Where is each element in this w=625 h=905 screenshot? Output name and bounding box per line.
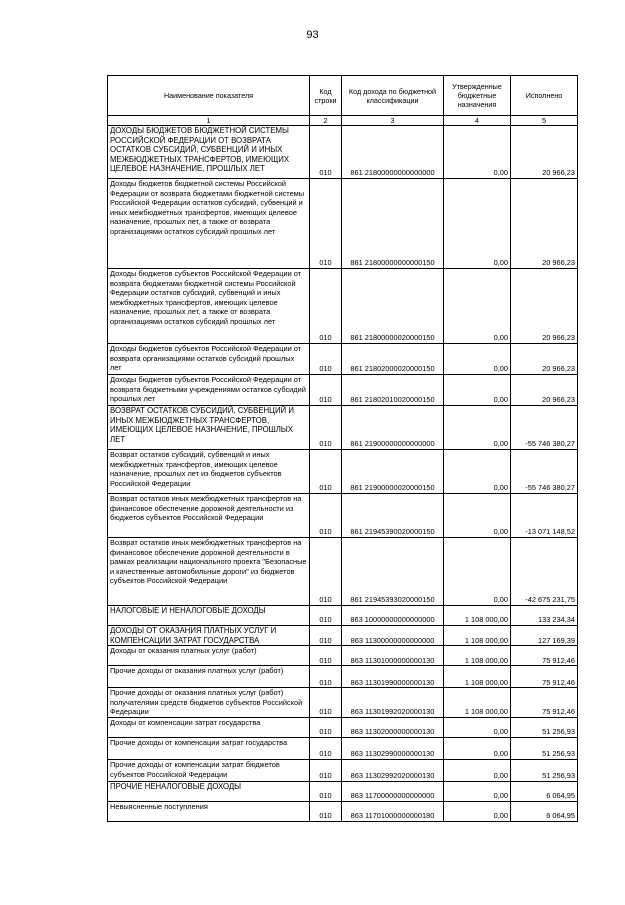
row-executed: 127 169,39 (511, 626, 578, 646)
row-approved: 0,00 (444, 406, 511, 450)
header-approved: Утвержденные бюджетные назначения (444, 76, 511, 116)
row-executed: -13 071 148,52 (511, 494, 578, 538)
row-classification: 863 11302000000000130 (342, 717, 444, 737)
row-executed: -55 746 380,27 (511, 406, 578, 450)
row-name: Доходы бюджетов субъектов Российской Федерации от возврата организациями остатков субсидий прошлых лет (108, 344, 310, 375)
row-approved: 0,00 (444, 375, 511, 406)
row-name: Прочие доходы от компенсации затрат бюджетов субъектов Российской Федерации (108, 759, 310, 781)
header-name: Наименование показателя (108, 76, 310, 116)
row-executed: 20 966,23 (511, 269, 578, 344)
table-row (108, 538, 578, 606)
row-classification: 863 11302990000000130 (342, 737, 444, 759)
row-executed: 20 966,23 (511, 126, 578, 179)
row-code: 010 (310, 450, 342, 494)
row-classification: 863 10000000000000000 (342, 606, 444, 626)
row-code: 010 (310, 538, 342, 606)
row-classification: 861 21900000000000000 (342, 406, 444, 450)
row-code: 010 (310, 626, 342, 646)
row-classification: 863 11301000000000130 (342, 646, 444, 666)
row-code: 010 (310, 406, 342, 450)
row-code: 010 (310, 759, 342, 781)
row-name: ПРОЧИЕ НЕНАЛОГОВЫЕ ДОХОДЫ (108, 781, 310, 801)
row-name: НАЛОГОВЫЕ И НЕНАЛОГОВЫЕ ДОХОДЫ (108, 606, 310, 626)
row-approved: 1 108 000,00 (444, 666, 511, 688)
row-name: Невыясненные поступления (108, 801, 310, 821)
row-code: 010 (310, 717, 342, 737)
row-code: 010 (310, 781, 342, 801)
row-code: 010 (310, 688, 342, 718)
page-number: 93 (306, 29, 319, 41)
row-name: ДОХОДЫ БЮДЖЕТОВ БЮДЖЕТНОЙ СИСТЕМЫ РОССИЙСКОЙ ФЕДЕРАЦИИ ОТ ВОЗВРАТА ОСТАТКОВ СУБСИДИЙ, СУБВЕНЦИЙ И ИНЫХ МЕЖБЮДЖЕТНЫХ ТРАНСФЕРТОВ, ИМЕЮЩИХ ЦЕЛЕВОЕ НАЗНАЧЕНИЕ, ПРОШЛЫХ ЛЕТ (108, 126, 310, 179)
row-code: 010 (310, 737, 342, 759)
row-code: 010 (310, 646, 342, 666)
row-executed: 75 912,46 (511, 646, 578, 666)
column-number: 1 (108, 116, 310, 126)
header-classification: Код дохода по бюджетной классификации (342, 76, 444, 116)
row-executed: 75 912,46 (511, 666, 578, 688)
row-code: 010 (310, 179, 342, 269)
table-row (108, 375, 578, 406)
row-classification: 863 11300000000000000 (342, 626, 444, 646)
row-name: Доходы бюджетов субъектов Российской Федерации от возврата бюджетными учреждениями остатков субсидий прошлых лет (108, 375, 310, 406)
row-code: 010 (310, 344, 342, 375)
row-classification: 863 11701000000000180 (342, 801, 444, 821)
row-approved: 0,00 (444, 494, 511, 538)
row-approved: 0,00 (444, 759, 511, 781)
row-approved: 1 108 000,00 (444, 606, 511, 626)
row-approved: 1 108 000,00 (444, 646, 511, 666)
row-executed: 51 256,93 (511, 759, 578, 781)
row-approved: 0,00 (444, 717, 511, 737)
row-code: 010 (310, 494, 342, 538)
row-name: Прочие доходы от оказания платных услуг (работ) получателями средств бюджетов субъектов Российской Федерации (108, 688, 310, 718)
row-executed: 20 966,23 (511, 179, 578, 269)
row-classification: 863 11700000000000000 (342, 781, 444, 801)
header-executed: Исполнено (511, 76, 578, 116)
row-name: Возврат остатков субсидий, субвенций и иных межбюджетных трансфертов, имеющих целевое назначение, прошлых лет из бюджетов субъектов Российской Федерации (108, 450, 310, 494)
row-executed: 51 256,93 (511, 737, 578, 759)
column-number: 3 (342, 116, 444, 126)
column-number-row (108, 116, 578, 126)
table-row (108, 646, 578, 666)
header-row (108, 76, 578, 116)
table-row (108, 666, 578, 688)
row-executed: 20 966,23 (511, 375, 578, 406)
column-number: 2 (310, 116, 342, 126)
row-name: Доходы от компенсации затрат государства (108, 717, 310, 737)
row-classification: 861 21945393020000150 (342, 538, 444, 606)
table-row (108, 406, 578, 450)
row-approved: 0,00 (444, 737, 511, 759)
row-executed: 20 966,23 (511, 344, 578, 375)
row-executed: 6 064,95 (511, 801, 578, 821)
row-classification: 861 21800000000000000 (342, 126, 444, 179)
row-executed: 133 234,34 (511, 606, 578, 626)
row-classification: 863 11302992020000130 (342, 759, 444, 781)
row-approved: 0,00 (444, 801, 511, 821)
row-executed: -55 746 380,27 (511, 450, 578, 494)
row-approved: 0,00 (444, 179, 511, 269)
row-classification: 861 21800000000000150 (342, 179, 444, 269)
row-approved: 0,00 (444, 450, 511, 494)
row-classification: 861 21800000020000150 (342, 269, 444, 344)
row-classification: 863 11301992020000130 (342, 688, 444, 718)
row-classification: 861 21802000020000150 (342, 344, 444, 375)
row-code: 010 (310, 606, 342, 626)
table-row (108, 450, 578, 494)
table-row (108, 126, 578, 179)
row-code: 010 (310, 375, 342, 406)
row-name: Доходы от оказания платных услуг (работ) (108, 646, 310, 666)
row-name: Доходы бюджетов субъектов Российской Федерации от возврата бюджетами бюджетной системы Российской Федерации остатков субсидий, субвенций и иных межбюджетных трансфертов, имеющих целевое назначение, прошлых лет, а также от возврата организациями остатков субсидий прошлых лет (108, 269, 310, 344)
row-classification: 861 21802010020000150 (342, 375, 444, 406)
row-approved: 1 108 000,00 (444, 688, 511, 718)
row-name: Доходы бюджетов бюджетной системы Российской Федерации от возврата бюджетами бюджетной системы Российской Федерации остатков субсидий, субвенций и иных межбюджетных трансфертов, имеющих целевое назначение, прошлых лет, а также от возврата организациями остатков субсидий прошлых лет (108, 179, 310, 269)
column-number: 5 (511, 116, 578, 126)
row-name: Возврат остатков иных межбюджетных трансфертов на финансовое обеспечение дорожной деятельности из бюджетов субъектов Российской Федерации (108, 494, 310, 538)
row-executed: 6 064,95 (511, 781, 578, 801)
table-row (108, 781, 578, 801)
row-approved: 1 108 000,00 (444, 626, 511, 646)
table-row (108, 801, 578, 821)
table-row (108, 179, 578, 269)
row-approved: 0,00 (444, 126, 511, 179)
row-approved: 0,00 (444, 538, 511, 606)
row-name: Возврат остатков иных межбюджетных трансфертов на финансовое обеспечение дорожной деятельности в рамках реализации национального проекта "Безопасные и качественные автомобильные дороги" из бюджетов субъектов Российской Федерации (108, 538, 310, 606)
row-classification: 861 21945390020000150 (342, 494, 444, 538)
row-code: 010 (310, 801, 342, 821)
row-code: 010 (310, 666, 342, 688)
row-code: 010 (310, 269, 342, 344)
row-approved: 0,00 (444, 781, 511, 801)
row-executed: -42 675 231,75 (511, 538, 578, 606)
row-approved: 0,00 (444, 269, 511, 344)
table-row (108, 269, 578, 344)
row-code: 010 (310, 126, 342, 179)
row-executed: 51 256,93 (511, 717, 578, 737)
table-row (108, 494, 578, 538)
table-row (108, 688, 578, 718)
header-code: Код строки (310, 76, 342, 116)
row-classification: 863 11301990000000130 (342, 666, 444, 688)
row-approved: 0,00 (444, 344, 511, 375)
table-row (108, 344, 578, 375)
row-name: ВОЗВРАТ ОСТАТКОВ СУБСИДИЙ, СУБВЕНЦИЙ И ИНЫХ МЕЖБЮДЖЕТНЫХ ТРАНСФЕРТОВ, ИМЕЮЩИХ ЦЕЛЕВОЕ НАЗНАЧЕНИЕ, ПРОШЛЫХ ЛЕТ (108, 406, 310, 450)
row-classification: 861 21900000020000150 (342, 450, 444, 494)
table-row (108, 626, 578, 646)
row-name: Прочие доходы от оказания платных услуг (работ) (108, 666, 310, 688)
table-row (108, 606, 578, 626)
row-executed: 75 912,46 (511, 688, 578, 718)
table-row (108, 717, 578, 737)
revenue-table (107, 75, 578, 822)
row-name: ДОХОДЫ ОТ ОКАЗАНИЯ ПЛАТНЫХ УСЛУГ И КОМПЕНСАЦИИ ЗАТРАТ ГОСУДАРСТВА (108, 626, 310, 646)
column-number: 4 (444, 116, 511, 126)
row-name: Прочие доходы от компенсации затрат государства (108, 737, 310, 759)
table-row (108, 759, 578, 781)
table-row (108, 737, 578, 759)
